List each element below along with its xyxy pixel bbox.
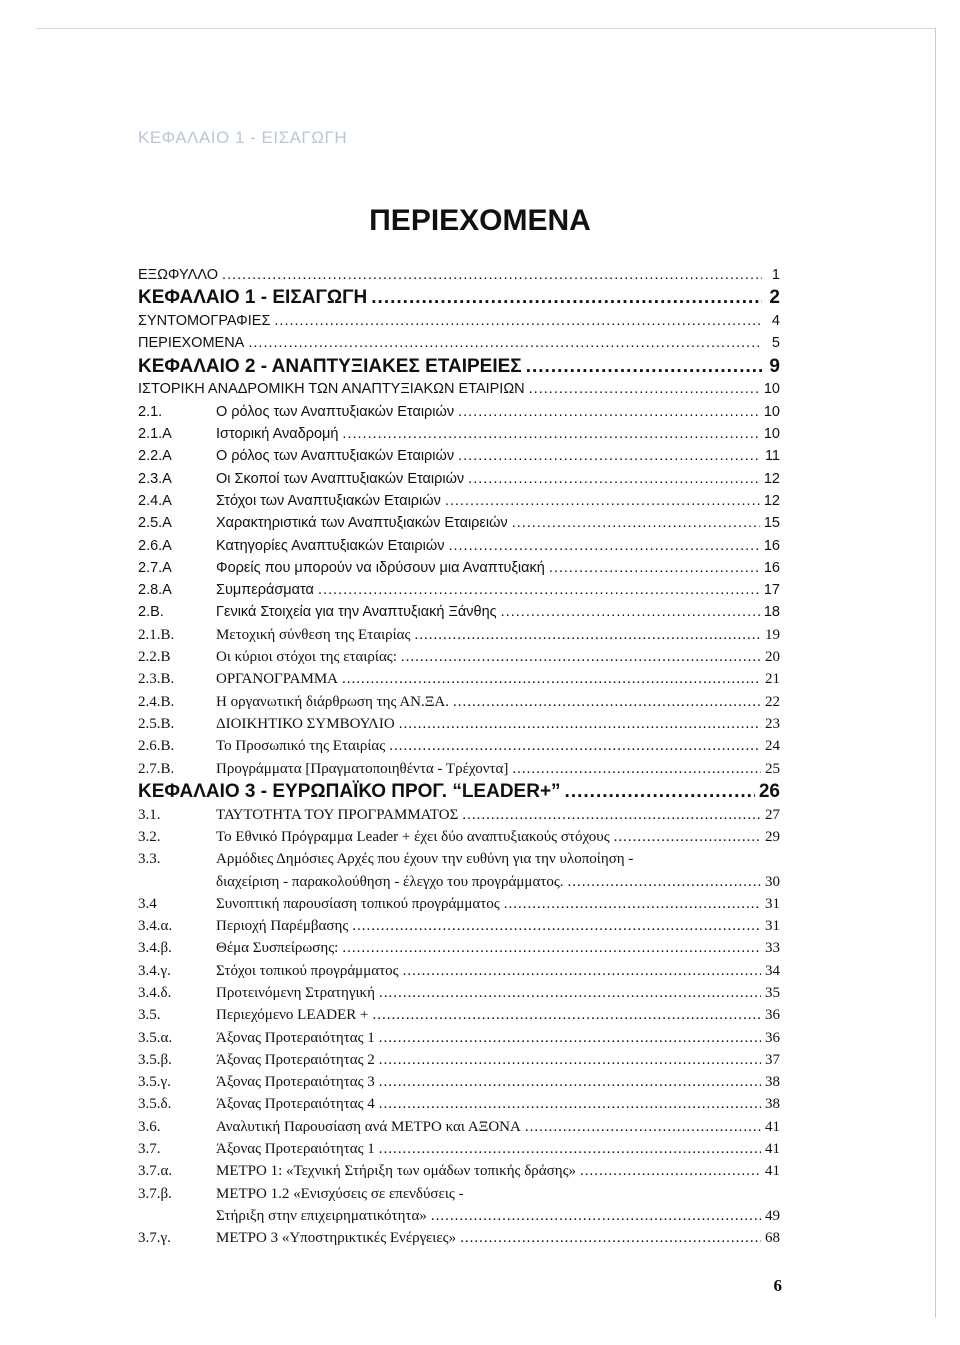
toc-entry-title: Στόχοι των Αναπτυξιακών Εταιριών xyxy=(216,492,441,509)
toc-entry-page: 2 xyxy=(769,287,780,309)
toc-entry-title: Άξονας Προτεραιότητας 3 xyxy=(216,1074,375,1091)
toc-entry-number: 3.5. xyxy=(138,1007,161,1024)
toc-entry-number: 3.7.α. xyxy=(138,1163,173,1180)
toc-entry-number: 2.8.Α xyxy=(138,582,172,599)
toc-entry xyxy=(138,893,780,915)
toc-entry xyxy=(138,601,780,623)
toc-entry-page: 12 xyxy=(763,492,780,509)
toc-entry-title: Άξονας Προτεραιότητας 2 xyxy=(216,1051,375,1068)
toc-entry xyxy=(138,535,780,557)
toc-entry-number: 2.5.Α xyxy=(138,515,172,532)
toc-dot-leader xyxy=(568,871,761,893)
toc-entry-title: Γενικά Στοιχεία για την Αναπτυξιακή Ξάνθης xyxy=(216,604,497,621)
toc-entry-number: 2.7.Β. xyxy=(138,760,175,777)
toc-entry-number: 3.2. xyxy=(138,828,161,845)
toc-entry-page: 24 xyxy=(765,738,780,755)
toc-entry xyxy=(138,332,780,354)
toc-entry-page: 5 xyxy=(771,335,780,352)
toc-entry-title: ΚΕΦΑΛΑΙΟ 2 - ΑΝΑΠΤΥΞΙΑΚΕΣ ΕΤΑΙΡΕΙΕΣ xyxy=(138,355,522,377)
toc-dot-leader xyxy=(318,579,760,601)
toc-entry xyxy=(138,401,780,423)
toc-entry xyxy=(138,804,780,826)
toc-dot-leader xyxy=(379,1138,761,1160)
toc-entry-title: Αναλυτική Παρουσίαση ανά ΜΕΤΡΟ και ΑΞΟΝΑ xyxy=(216,1118,521,1135)
toc-entry xyxy=(138,982,780,1004)
toc-entry-page: 11 xyxy=(764,448,780,465)
toc-entry-title: ΚΕΦΑΛΑΙΟ 3 - ΕΥΡΩΠΑΪΚΟ ΠΡΟΓ. “LEADER+” xyxy=(138,780,561,802)
toc-entry xyxy=(138,423,780,445)
toc-entry-title: διαχείριση - παρακολούθηση - έλεγχο του προγράμματος. xyxy=(216,873,564,890)
toc-entry-title: Ιστορική Αναδρομή xyxy=(216,426,339,443)
toc-entry-page: 15 xyxy=(763,515,780,532)
toc-dot-leader xyxy=(526,355,762,379)
toc-entry-page: 23 xyxy=(765,715,780,732)
toc-entry-title: ΔΙΟΙΚΗΤΙΚΟ ΣΥΜΒΟΥΛΙΟ xyxy=(216,715,395,732)
toc-entry-number: 2.5.Β. xyxy=(138,715,175,732)
toc-entry xyxy=(138,512,780,534)
toc-entry-page: 41 xyxy=(765,1141,780,1158)
toc-dot-leader xyxy=(379,1027,761,1049)
toc-entry-page: 49 xyxy=(765,1207,780,1224)
toc-entry-title: Μετοχική σύνθεση της Εταιρίας xyxy=(216,626,411,643)
toc-entry-number: 3.6. xyxy=(138,1118,161,1135)
toc-entry-title: Χαρακτηριστικά των Αναπτυξιακών Εταιρειών xyxy=(216,515,508,532)
toc-dot-leader xyxy=(248,332,762,354)
toc-entry-number: 3.4.δ. xyxy=(138,985,172,1001)
toc-entry-title: Οι Σκοποί των Αναπτυξιακών Εταιριών xyxy=(216,470,465,487)
toc-entry xyxy=(138,758,780,780)
toc-entry-number: 3.5.β. xyxy=(138,1051,172,1068)
toc-entry-page: 31 xyxy=(765,895,780,912)
toc-entry-page: 26 xyxy=(758,780,780,802)
toc-entry-page: 35 xyxy=(765,985,780,1001)
toc-entry-title: Άξονας Προτεραιότητας 4 xyxy=(216,1096,375,1113)
toc-dot-leader xyxy=(274,310,762,332)
toc-entry-number: 3.7. xyxy=(138,1141,161,1158)
toc-entry-page: 17 xyxy=(763,582,780,599)
toc-entry-title: Η οργανωτική διάρθρωση της ΑΝ.ΞΑ. xyxy=(216,693,449,710)
toc-entry xyxy=(138,264,780,286)
toc-dot-leader xyxy=(401,646,761,668)
toc-entry-title: ΜΕΤΡΟ 3 «Υποστηρικτικές Ενέργειες» xyxy=(216,1230,457,1247)
toc-entry-page: 41 xyxy=(765,1163,780,1180)
toc-entry-number: 3.4.γ. xyxy=(138,962,171,979)
toc-entry-number: 2.3.Β. xyxy=(138,671,175,688)
running-header: ΚΕΦΑΛΑΙΟ 1 - ΕΙΣΑΓΩΓΗ xyxy=(138,128,348,147)
toc-entry xyxy=(138,1116,780,1138)
toc-entry-page: 21 xyxy=(765,671,780,688)
toc-entry-title: Το Εθνικό Πρόγραμμα Leader + έχει δύο αναπτυξιακούς στόχους xyxy=(216,828,610,845)
toc-dot-leader xyxy=(462,804,761,826)
toc-entry xyxy=(138,468,780,490)
toc-dot-leader xyxy=(379,982,761,1004)
toc-entry-page: 10 xyxy=(763,403,780,420)
toc-entry-page: 31 xyxy=(765,918,780,935)
toc-entry xyxy=(138,286,780,310)
toc-dot-leader xyxy=(379,1071,761,1093)
toc-dot-leader xyxy=(458,401,760,423)
toc-entry-page: 27 xyxy=(765,806,780,823)
toc-entry-page: 25 xyxy=(765,760,780,777)
toc-entry-number: 3.1. xyxy=(138,806,161,823)
toc-dot-leader xyxy=(342,937,761,959)
toc-entry-page: 36 xyxy=(765,1029,780,1046)
toc-entry-title: Κατηγορίες Αναπτυξιακών Εταιριών xyxy=(216,537,445,554)
toc-entry xyxy=(138,826,780,848)
toc-dot-leader xyxy=(379,1049,761,1071)
toc-dot-leader xyxy=(399,713,761,735)
toc-entry xyxy=(138,1004,780,1026)
toc-dot-leader xyxy=(460,1227,761,1249)
toc-entry-number: 2.2.Β xyxy=(138,649,171,666)
toc-entry-number: 2.1.Α xyxy=(138,426,172,443)
toc-entry xyxy=(138,579,780,601)
toc-dot-leader xyxy=(342,423,759,445)
toc-dot-leader xyxy=(501,601,760,623)
toc-entry-title: Συνοπτική παρουσίαση τοπικού προγράμματος xyxy=(216,895,500,912)
toc-entry xyxy=(138,1227,780,1249)
toc-entry-page: 9 xyxy=(769,355,780,377)
toc-entry xyxy=(138,871,780,893)
toc-entry-title: ΤΑΥΤΟΤΗΤΑ ΤΟΥ ΠΡΟΓΡΑΜΜΑΤΟΣ xyxy=(216,806,459,823)
toc-entry-title: ΕΞΩΦΥΛΛΟ xyxy=(138,267,218,283)
toc-entry-page: 38 xyxy=(765,1096,780,1113)
toc-entry-page: 10 xyxy=(763,426,780,443)
toc-entry-number: 2.4.Β. xyxy=(138,693,175,710)
toc-dot-leader xyxy=(352,915,761,937)
toc-entry-title: Προτεινόμενη Στρατηγική xyxy=(216,985,375,1001)
toc-entry xyxy=(138,1183,780,1205)
toc-dot-leader xyxy=(389,735,761,757)
page-number: 6 xyxy=(773,1276,782,1295)
toc-entry-page: 37 xyxy=(765,1051,780,1068)
toc-entry-page: 10 xyxy=(763,381,780,398)
toc-entry-title: Προγράμματα [Πραγματοποιηθέντα - Τρέχοντα] xyxy=(216,760,509,777)
toc-entry-number: 2.1.Β. xyxy=(138,626,175,643)
toc-entry-page: 1 xyxy=(771,267,780,283)
toc-entry-title: Οι κύριοι στόχοι της εταιρίας: xyxy=(216,649,397,666)
toc-entry-page: 36 xyxy=(765,1007,780,1024)
toc-dot-leader xyxy=(525,1116,761,1138)
toc-entry-number: 3.7.β. xyxy=(138,1185,172,1202)
toc-entry-title: ΠΕΡΙΕΧΟΜΕΝΑ xyxy=(138,335,245,352)
toc-dot-leader xyxy=(504,893,761,915)
toc-entry-number: 2.2.Α xyxy=(138,448,172,465)
toc-entry xyxy=(138,1138,780,1160)
toc-entry-page: 22 xyxy=(765,693,780,710)
toc-entry xyxy=(138,646,780,668)
toc-entry-title: Συμπεράσματα xyxy=(216,582,314,599)
table-of-contents xyxy=(138,264,780,1250)
toc-entry-title: Αρμόδιες Δημόσιες Αρχές που έχουν την ευθύνη για την υλοποίηση - xyxy=(216,851,634,868)
toc-dot-leader xyxy=(453,691,761,713)
toc-entry-number: 2.6.Β. xyxy=(138,738,175,755)
toc-entry-number: 3.5.δ. xyxy=(138,1096,172,1113)
toc-entry xyxy=(138,1093,780,1115)
toc-entry-page: 33 xyxy=(765,940,780,957)
toc-entry-number: 3.7.γ. xyxy=(138,1230,171,1247)
toc-entry-number: 3.4.β. xyxy=(138,940,172,957)
toc-entry-number: 2.6.Α xyxy=(138,537,172,554)
toc-entry-number: 3.3. xyxy=(138,851,161,868)
toc-entry xyxy=(138,378,780,400)
toc-dot-leader xyxy=(445,490,760,512)
toc-dot-leader xyxy=(222,264,762,286)
toc-dot-leader xyxy=(414,624,761,646)
toc-entry xyxy=(138,735,780,757)
toc-dot-leader xyxy=(614,826,761,848)
toc-dot-leader xyxy=(512,758,761,780)
toc-dot-leader xyxy=(458,445,761,467)
toc-entry-title: ΜΕΤΡΟ 1: «Τεχνική Στήριξη των ομάδων τοπικής δράσης» xyxy=(216,1163,577,1180)
toc-dot-leader xyxy=(373,1004,761,1026)
toc-entry xyxy=(138,1205,780,1227)
toc-entry-title: Περιοχή Παρέμβασης xyxy=(216,918,349,935)
toc-entry-number: 3.4 xyxy=(138,895,157,912)
toc-entry xyxy=(138,1027,780,1049)
toc-entry-number: 3.5.α. xyxy=(138,1029,173,1046)
toc-entry-title: Το Προσωπικό της Εταιρίας xyxy=(216,738,386,755)
toc-entry-page: 29 xyxy=(765,828,780,845)
toc-dot-leader xyxy=(468,468,760,490)
toc-dot-leader xyxy=(580,1160,761,1182)
toc-dot-leader xyxy=(403,960,761,982)
toc-entry xyxy=(138,310,780,332)
toc-entry-page: 12 xyxy=(763,470,780,487)
toc-entry-page: 19 xyxy=(765,626,780,643)
toc-entry-page: 68 xyxy=(765,1230,780,1247)
toc-entry xyxy=(138,490,780,512)
toc-entry-page: 30 xyxy=(765,873,780,890)
toc-entry xyxy=(138,848,780,870)
toc-entry-title: ΙΣΤΟΡΙΚΗ ΑΝΑΔΡΟΜΙΚΗ ΤΩΝ ΑΝΑΠΤΥΞΙΑΚΩΝ ΕΤΑΙΡΙΩΝ xyxy=(138,381,525,398)
toc-entry-title: Άξονας Προτεραιότητας 1 xyxy=(216,1029,375,1046)
toc-entry-title: Ο ρόλος των Αναπτυξιακών Εταιριών xyxy=(216,403,455,420)
toc-entry xyxy=(138,1049,780,1071)
toc-entry xyxy=(138,960,780,982)
toc-entry-page: 34 xyxy=(765,962,780,979)
toc-entry-title: Άξονας Προτεραιότητας 1 xyxy=(216,1141,375,1158)
toc-entry-title: Θέμα Συσπείρωσης: xyxy=(216,940,339,957)
toc-entry-number: 2.3.Α xyxy=(138,470,172,487)
page-title: ΠΕΡΙΕΧΟΜΕΝΑ xyxy=(369,204,591,237)
toc-dot-leader xyxy=(448,535,759,557)
toc-dot-leader xyxy=(371,286,762,310)
toc-entry-title: ΜΕΤΡΟ 1.2 «Ενισχύσεις σε επενδύσεις - xyxy=(216,1185,464,1202)
page-edge-top xyxy=(36,28,936,29)
toc-entry-page: 16 xyxy=(763,559,780,576)
toc-entry xyxy=(138,557,780,579)
toc-entry-page: 20 xyxy=(765,649,780,666)
toc-dot-leader xyxy=(379,1093,761,1115)
toc-entry-title: Περιεχόμενο LEADER + xyxy=(216,1007,369,1024)
toc-dot-leader xyxy=(549,557,760,579)
toc-entry xyxy=(138,780,780,804)
toc-entry-page: 18 xyxy=(763,604,780,621)
toc-entry-title: ΟΡΓΑΝΟΓΡΑΜΜΑ xyxy=(216,671,339,688)
toc-entry-number: 3.4.α. xyxy=(138,918,173,935)
toc-entry xyxy=(138,937,780,959)
toc-entry-number: 2.4.Α xyxy=(138,492,172,509)
toc-entry-title: Στήριξη στην επιχειρηματικότητα» xyxy=(216,1207,427,1224)
toc-entry xyxy=(138,668,780,690)
toc-entry xyxy=(138,1160,780,1182)
toc-entry-page: 41 xyxy=(765,1118,780,1135)
toc-entry xyxy=(138,691,780,713)
toc-entry xyxy=(138,355,780,379)
toc-dot-leader xyxy=(565,780,755,804)
toc-entry-number: 2.7.Α xyxy=(138,559,172,576)
toc-entry-title: Φορείς που μπορούν να ιδρύσουν μια Αναπτυξιακή xyxy=(216,559,545,576)
toc-entry-page: 16 xyxy=(763,537,780,554)
toc-dot-leader xyxy=(529,378,760,400)
toc-entry-number: 2.Β. xyxy=(138,604,164,621)
toc-entry-number: 3.5.γ. xyxy=(138,1074,171,1091)
toc-entry-title: ΣΥΝΤΟΜΟΓΡΑΦΙΕΣ xyxy=(138,313,271,330)
toc-entry-page: 4 xyxy=(771,313,780,330)
toc-entry-title: ΚΕΦΑΛΑΙΟ 1 - ΕΙΣΑΓΩΓΗ xyxy=(138,287,368,309)
toc-dot-leader xyxy=(342,668,761,690)
toc-entry xyxy=(138,445,780,467)
toc-dot-leader xyxy=(512,512,760,534)
toc-entry xyxy=(138,624,780,646)
toc-entry xyxy=(138,915,780,937)
toc-entry-title: Στόχοι τοπικού προγράμματος xyxy=(216,962,399,979)
toc-entry-page: 38 xyxy=(765,1074,780,1091)
toc-entry xyxy=(138,1071,780,1093)
toc-dot-leader xyxy=(431,1205,761,1227)
toc-entry-number: 2.1. xyxy=(138,403,163,420)
toc-entry-title: Ο ρόλος των Αναπτυξιακών Εταιριών xyxy=(216,448,455,465)
toc-entry xyxy=(138,713,780,735)
